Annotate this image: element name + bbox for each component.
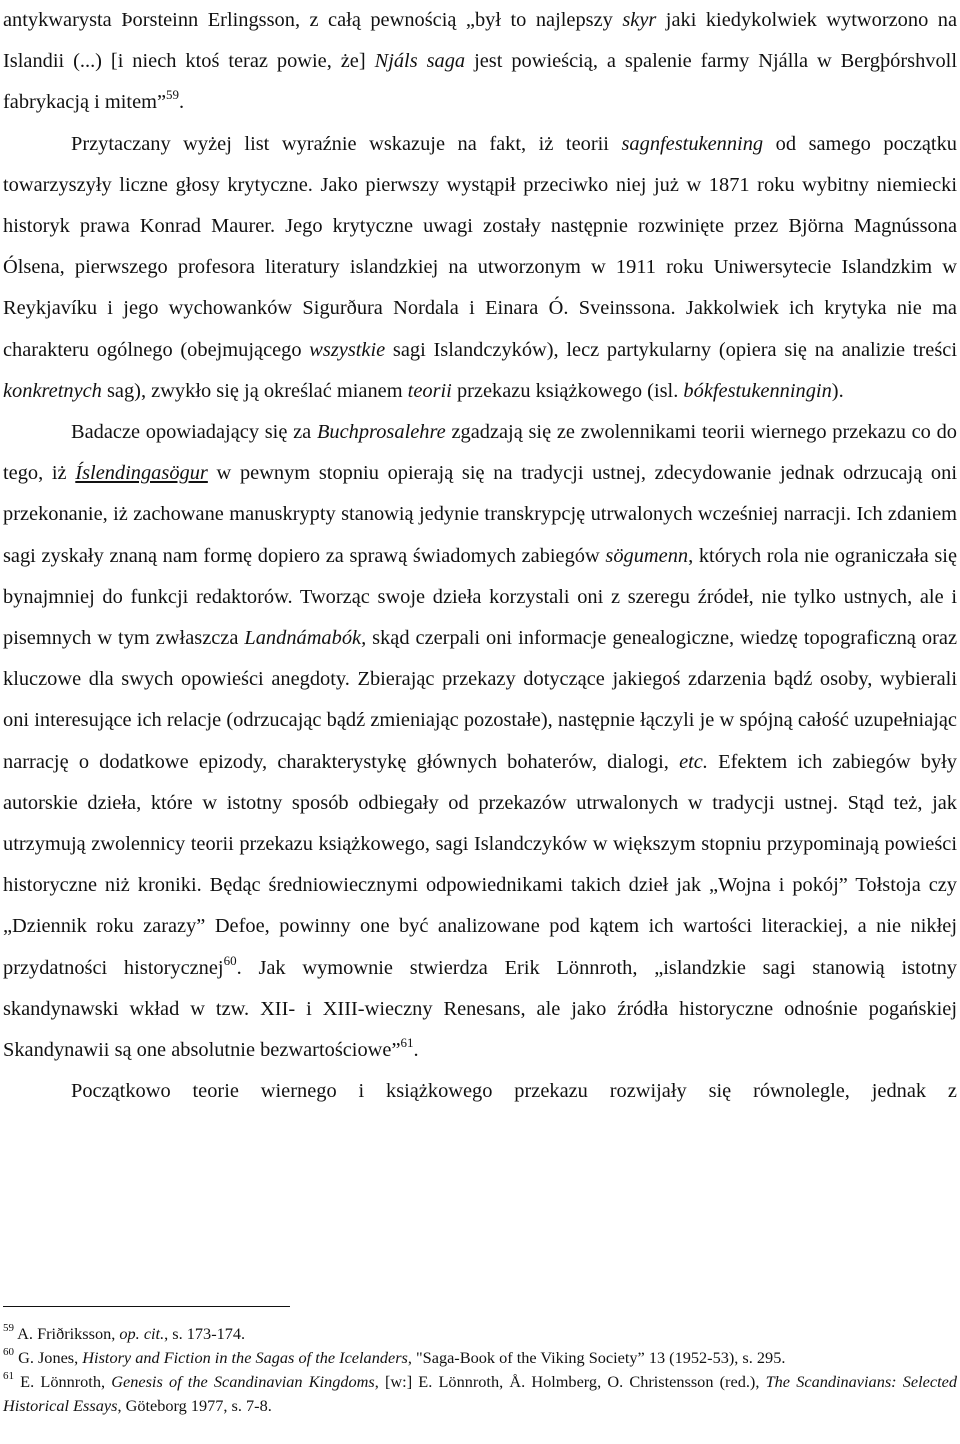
italic-text: History and Fiction in the Sagas of the Icelanders (82, 1348, 408, 1367)
footnote-reference: 61 (400, 1035, 414, 1051)
text-run: przekazu książkowego (isl. (451, 379, 684, 402)
footnote (3, 1346, 957, 1370)
italic-text: op. cit. (119, 1324, 165, 1343)
footnote-reference: 59 (166, 87, 180, 103)
text-run: Początkowo teorie wiernego i książkowego przekazu rozwijały się równolegle, jednak z (71, 1080, 957, 1103)
footnote-reference: 60 (223, 952, 237, 968)
text-run: Przytaczany wyżej list wyraźnie wskazuje na fakt, iż teorii (71, 132, 622, 155)
text-run: sagi Islandczyków), lecz partykularny (opiera się na analizie treści (385, 338, 957, 361)
text-run: sag), zwykło się ją określać mianem (101, 379, 408, 402)
paragraph (3, 0, 957, 124)
italic-text: Landnámabók, (244, 627, 367, 650)
text-run: . Jak wymownie stwierdza Erik Lönnroth, „islandzkie sagi stanowią istotny skandynawski wkład w tzw. XII- i XIII-wieczny Renesans, ale jako źródła historyczne odnośnie pogańskiej Skandynawii są one absolutnie bezwartościowe” (3, 956, 957, 1062)
paragraph (3, 1071, 957, 1112)
text-run: , Göteborg 1977, s. 7-8. (117, 1396, 272, 1415)
italic-text: The Scandinavians: Selected Historical Essays (3, 1372, 958, 1415)
text-run: skąd czerpali oni informacje genealogiczne, wiedzę topograficzną oraz kluczowe dla swych opowieści anegdoty. Zbierając przekazy dotyczące jakiegoś zdarzenia bądź osoby, wybierali oni interesujące ich relacje (odrzucając bądź zmieniając pozostałe), następnie łączyli je w spójną całość uzupełniając narrację o dodatkowe epizody, charakterystykę głównych bohaterów, dialogi, (3, 627, 957, 773)
text-run: , "Saga-Book of the Viking Society” 13 (1952-53), s. 295. (407, 1348, 786, 1367)
text-run: zgadzają się ze zwolennikami teorii wiernego przekazu co do tego, iż (3, 421, 957, 485)
paragraph (3, 412, 957, 1071)
italic-text: Njáls saga (374, 50, 466, 73)
italic-text: bókfestukenningin (683, 379, 832, 402)
italic-text: etc. (679, 750, 708, 773)
italic-text: teorii (407, 379, 452, 402)
text-run: Badacze opowiadający się za (71, 421, 317, 444)
text-run: jaki kiedykolwiek wytworzono na Islandii (...) [i niech ktoś teraz powie, że] (3, 9, 957, 73)
text-run: w pewnym stopniu opierają się na tradycji ustnej, zdecydowanie jednak odrzucają oni przekonanie, iż zachowane manuskrypty stanowią jedynie transkrypcję utrwalonych wcześniej narracji. Ich zdaniem sagi zyskały znaną nam formę dopiero za sprawą świadomych zabiegów (3, 462, 957, 567)
italic-text: Íslendingasögur (75, 462, 208, 485)
italic-text: sögumenn (605, 544, 689, 567)
italic-text: Genesis of the Scandinavian Kingdoms (111, 1372, 375, 1391)
text-run: , [w:] E. Lönnroth, Å. Holmberg, O. Christensson (red.), (374, 1372, 766, 1391)
italic-text: skyr (622, 9, 657, 31)
body-text (3, 0, 957, 1112)
italic-text: konkretnych (3, 379, 102, 402)
footnote-separator (3, 1306, 290, 1307)
footnote-reference: 60 (3, 1346, 14, 1358)
text-run: E. Lönnroth, (14, 1372, 112, 1391)
text-run: , s. 173-174. (164, 1324, 246, 1343)
footnotes (3, 1322, 957, 1418)
text-run: Efektem ich zabiegów były autorskie dzieła, które w istotny sposób odbiegały od przekazów utrwalonych w tradycji ustnej. Stąd też, jak utrzymują zwolennicy teorii przekazu książkowego, sagi Islandczyków w większym stopniu przypominają powieści historyczne niż kroniki. Będąc średniowiecznymi odpowiednikami takich dzieł jak „Wojna i pokój” Tołstoja czy „Dziennik roku zarazy” Defoe, powinny one być analizowane pod kątem ich wartości literackiej, a nie nikłej przydatności historycznej (3, 750, 958, 979)
text-run: G. Jones, (14, 1348, 83, 1367)
footnote (3, 1322, 957, 1346)
italic-text: wszystkie (309, 338, 386, 361)
text-run: jest powieścią, a spalenie farmy Njálla w Bergþórshvoll fabrykacją i mitem” (3, 50, 957, 114)
footnote-reference: 59 (3, 1322, 14, 1334)
paragraph (3, 124, 957, 412)
text-run: A. Friðriksson, (14, 1324, 120, 1343)
text-run: . (413, 1039, 419, 1062)
text-run: , których rola nie ograniczała się bynajmniej do funkcji redaktorów. Tworząc swoje dzieła korzystali oni z szeregu źródeł, nie tylko ustnych, ale i pisemnych w tym zwłaszcza (3, 544, 957, 650)
italic-text: Buchprosalehre (316, 421, 446, 444)
footnote-reference: 61 (3, 1370, 14, 1382)
italic-text: sagnfestukenning (621, 132, 764, 155)
footnote (3, 1370, 957, 1418)
text-run: od samego początku towarzyszyły liczne głosy krytyczne. Jako pierwszy wystąpił przeciwko niej już w 1871 roku wybitny niemiecki historyk prawa Konrad Maurer. Jego krytyczne uwagi zostały następnie rozwinięte przez Björna Magnússona Ólsena, pierwszego profesora literatury islandzkiej na utworzonym w 1911 roku Uniwersytecie Islandzkim w Reykjavíku i jego wychowanków Sigurðura Nordala i Einara Ó. Sveinssona. Jakkolwiek ich krytyka nie ma charakteru ogólnego (obejmującego (3, 132, 957, 361)
text-run: ). (831, 379, 844, 402)
text-run: . (179, 91, 185, 114)
text-run: antykwarysta Þorsteinn Erlingsson, z całą pewnością „był to najlepszy (3, 9, 623, 31)
